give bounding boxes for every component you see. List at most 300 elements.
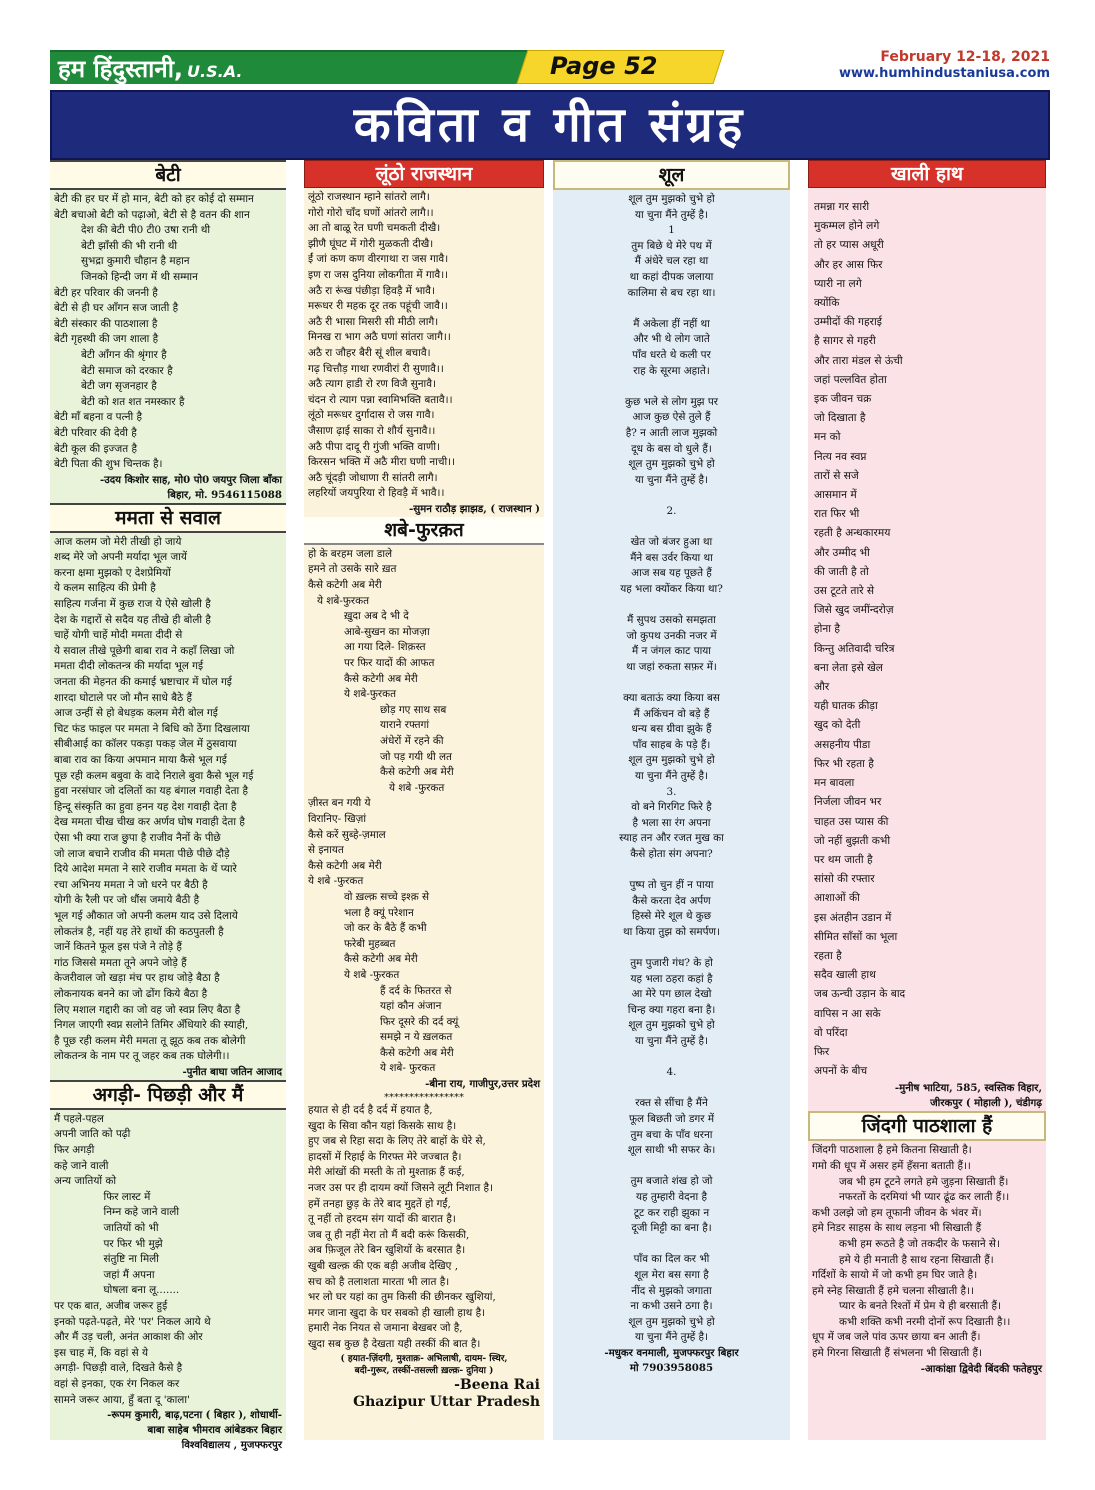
text-line: राह के सूरमा अहाते। (633, 364, 710, 377)
text-line: मन बावला (814, 777, 855, 790)
text-line: देश की बेटी पी0 टी0 उषा रानी थी (81, 224, 211, 237)
text-line: -मुनीष भाटिया, 585, स्वस्तिक विहार, (894, 1082, 1042, 1095)
text-line: शूल साथी भी सफर के। (627, 1144, 716, 1157)
text-line: ये शबे-फुरकत (317, 594, 370, 607)
text-line: साहित्य गर्जना में कुछ राज ये ऐसे खोली है (54, 598, 211, 611)
masthead-name: हम हिंदुस्तानी, (58, 55, 184, 83)
text-line: जहां मैं अपना (103, 1268, 155, 1281)
text-line: आज सब यह पूछते हैं (631, 567, 712, 580)
text-line: बेटी बचाओ बेटी को पढ़ाओ, बेटी से है वतन की शान (54, 208, 250, 221)
text-line: अठै रा रूंख पंछीड़ा हिवड़ै में भावै। (308, 284, 435, 297)
text-line: ज़ीस्त बन गयी ये (308, 797, 371, 810)
text-line: दूजी मिट्टी का बना है। (631, 1222, 712, 1235)
text-line: बेटी पिता की शुभ चिन्तक है। (54, 458, 163, 471)
text-line: जातियों को भी (103, 1222, 159, 1235)
text-line: वो ख़ल्क़ सच्चे इश्क़ से (344, 890, 430, 903)
text-line: हो के बरहम जला डाले (308, 547, 393, 560)
author-mamta (50, 1065, 286, 1080)
text-line: बेटी को शत शत नमस्कार है (81, 395, 185, 408)
text-line: ईं जां कण कण वीरगाथा रा जस गावै। (308, 253, 449, 266)
text-line: प्यार के बनते रिश्तों में प्रेम ये ही बरसाती हैं। (839, 1300, 1001, 1313)
text-line: हयात से ही दर्द है दर्द में हयात है, (308, 1104, 433, 1117)
issue-date: February 12-18, 2021 (880, 49, 1050, 65)
text-line: फिर (814, 1045, 830, 1058)
text-line: आशाओं की (814, 892, 860, 905)
text-line: तमन्ना गर सारी (814, 201, 870, 213)
text-line: किरसन भक्ति में अठै मीरा घणी नाची।। (308, 456, 456, 469)
text-line: बेटी जग सृजनहार है (81, 380, 157, 393)
column-1 (50, 160, 286, 1452)
text-line (557, 488, 786, 504)
text-line: आबे-सुखन का मोजज़ा (344, 625, 430, 638)
text-line (557, 379, 786, 395)
poem-zindagi (808, 1143, 1046, 1361)
text-line: लूंठो राजस्थान म्हाने सांतरो लागै। (308, 191, 430, 203)
text-line: जिनको हिन्दी जग में थी सम्मान (81, 270, 198, 283)
text-line: नित्य नव स्वप्न (814, 450, 867, 463)
spacer (808, 190, 1046, 198)
text-line: ये शबे- फुरकत (380, 1062, 436, 1075)
text-line: शूल तुम मुझको चुभे हो (628, 754, 715, 767)
text-line: -Beena Rai (454, 1376, 540, 1393)
text-line: और हर आस फिर (814, 258, 883, 271)
text-line: सामने जरूर आया, हुँ बता दू 'काला' (54, 1393, 190, 1406)
text-line: फिर भी रहता है (814, 757, 874, 770)
author-zindagi (808, 1362, 1046, 1377)
text-line: अपनी जाति को पढ़ी (54, 1128, 131, 1141)
text-line: लूंठो मरूधर दुर्गादास रो जस गावै। (308, 409, 435, 422)
text-line: आज कुछ ऐसे तुले हैं (632, 411, 711, 424)
text-line: ये शबे -फुरकत (344, 968, 400, 981)
text-line: मैं अंधेरे चल रहा था (634, 255, 709, 268)
text-line: धन्य बस ग्रीवा झुके हैं (631, 723, 712, 736)
author-loonte (304, 502, 544, 517)
text-line: शारदा घोटाले पर जो मौन साधे बैठे हैं (54, 691, 192, 704)
text-line: जो कर के बैठे हैं कभी (344, 922, 427, 935)
text-line: इनको पढ़ते-पढ़ते, मेरे 'पर' निकल आये थे (54, 1315, 211, 1328)
text-line: मो 7903958085 (629, 1361, 714, 1374)
text-line: चंदन रो त्याग पन्ना स्वामिभक्ति बतावै।। (308, 393, 453, 406)
poem-title-shabe: शबे-फुरक़त (304, 517, 544, 545)
text-line: मैं सुपथ उसको समझता (627, 614, 716, 627)
text-line: चिट फंड फाइल पर ममता ने बिधि को ठेंगा दिखलाया (54, 722, 250, 735)
author-shool (553, 1346, 790, 1376)
text-line: जब ऊन्ची उड़ान के बाद (814, 988, 906, 1001)
text-line: जिसे खुद जमींन्दरोज़ (814, 604, 894, 617)
text-line: जो कुपथ उनकी नजर में (626, 629, 717, 642)
text-line: -उदय किशोर साह, मो0 पो0 जयपुर जिला बाँका (99, 473, 282, 486)
text-line: हुए जब से रिहा सदा के लिए तेरे बाहों के घेरे से, (308, 1135, 486, 1148)
text-line: फिर दूसरे की दर्द क्यूं (380, 1015, 459, 1028)
text-line: की जाती है तो (814, 565, 869, 578)
text-line: तुम बचा के पाँव धरना (630, 1128, 713, 1141)
text-line: केजरीवाल जो खड़ा मंच पर हाथ जोड़े बैठा है (54, 972, 220, 985)
text-line: निर्जला जीवन भर (814, 796, 882, 809)
text-line: 2. (666, 504, 677, 517)
text-line: अगड़ी- पिछड़ी वाले, दिखते कैसे है (54, 1362, 183, 1375)
text-line: तो हर प्यास अधूरी (814, 239, 884, 252)
poem-title-khali: खाली हाथ (808, 160, 1046, 188)
author-agdi (50, 1408, 286, 1453)
poem-agdi (50, 1112, 286, 1408)
text-line: कभी हम रूठते है जो तकदीर के फसाने से। (839, 1237, 1000, 1250)
poem-shool (553, 192, 790, 1346)
text-line: भला है क्यूं परेशान (344, 906, 414, 919)
text-line: कभी शक्ति कभी नरमी दोनों रूप दिखाती है।। (839, 1315, 1011, 1328)
text-line: घोषला बना लू....... (103, 1284, 180, 1297)
text-line: पाँव का दिल कर भी (633, 1253, 710, 1266)
text-line: इण रा जस दुनिया लोकगीता में गावै।। (308, 268, 449, 281)
text-line: निगल जाएगी स्वप्न सलोने तिमिर अँधियारे की स्याही, (54, 1019, 249, 1032)
text-line: ये शबे-फुरकत (344, 688, 397, 701)
text-line: शूल तुम मुझको चुभे हो (628, 193, 715, 205)
text-line: तू नहीं तो हरदम संग यादों की बारात है। (308, 1213, 456, 1226)
poem-title-shool: शूल (553, 160, 790, 190)
text-line: बेटी समाज को दरकार है (81, 364, 173, 377)
text-line: जीरकपुर ( मोहाली ), चंडीगढ़ (930, 1097, 1042, 1110)
text-line: चिन्ह क्या गहरा बना है। (627, 1003, 716, 1016)
text-line: जिंदगी पाठशाला है हमे कितना सिखाती है। (812, 1144, 972, 1157)
poem-title-mamta: ममता से सवाल (50, 503, 286, 533)
poem-title-beti: बेटी (50, 160, 286, 190)
text-line: बाबा राव का किया अपमान माया कैसे भूल गई (54, 754, 227, 766)
text-line: या चुना मैंने तुम्हें है। (635, 1035, 708, 1048)
poem-mamta (50, 535, 286, 1065)
text-line: बेटी परिवार की देवी है (54, 426, 137, 439)
website-url[interactable]: www.humhindustaniusa.com (838, 66, 1050, 81)
text-line: निम्न कहे जाने वाली (103, 1206, 180, 1219)
text-line: देश के गद्दारों से सदैव यह तीखे ही बोली है (54, 613, 211, 626)
text-line: उम्मीदों की गहराई (814, 316, 882, 329)
text-line: यही घातक क्रीड़ा (814, 700, 878, 713)
text-line: है सागर से गहरी (814, 335, 876, 348)
text-line: जो दिखाता है (814, 412, 866, 425)
text-line: मरूधर री महक दूर तक पहूंची जावै।। (308, 300, 448, 313)
author-beti (50, 473, 286, 503)
text-line: हमे ये ही मनाती है साथ रहना सिखाती हैं। (839, 1253, 994, 1266)
text-line: अब फ़िजूल तेरे बिन खुशियों के बरसात है। (308, 1244, 466, 1257)
text-line: रात फिर भी (814, 508, 860, 521)
text-line: क्योंकि (814, 297, 840, 310)
text-line: मैं अकिंचन वो बड़े हैं (633, 707, 710, 720)
text-line: दूध के बस वो धुले हैं। (631, 442, 712, 455)
text-line: विश्वविद्यालय , मुजफ्फरपुर (181, 1439, 282, 1452)
text-line: चाहें योगी चाहें मोदी ममता दीदी से (54, 629, 183, 642)
text-line: लोकनायक बनने का जो ढोंग किये बैठा है (54, 987, 208, 1000)
banner-title: कविता व गीत संग्रह (353, 97, 747, 153)
text-line: खुदा सब कुछ है देखता यही तस्कीं की बात है। (308, 1337, 481, 1350)
text-line (557, 863, 786, 879)
text-line: बेटी आँगन की श्रृंगार है (81, 348, 167, 361)
text-line: था किया तुझ को समर्पण। (623, 925, 720, 938)
text-line: रक्त से सींचा है मैंने (635, 1097, 708, 1110)
text-line: पाँव साहब के पड़े हैं। (632, 738, 711, 751)
text-line: है भला सा रंग अपना (632, 816, 711, 829)
text-line: कुछ भले से लोग मुझ पर (625, 395, 718, 408)
text-line: शूल तुम मुझको चुभे हो (628, 458, 715, 471)
text-line: है? न आती लाज मुझको (625, 426, 718, 439)
text-line: शब्द मेरे जो अपनी मर्यादा भूल जायें (54, 551, 187, 564)
text-line: आ तो बाळू रेत घणी चमकती दीखै। (308, 222, 441, 235)
text-line: या चुना मैंने तुम्हें है। (635, 769, 708, 782)
text-line: जो नहीं बुझती कभी (814, 834, 891, 847)
text-line: विरानिए- खिज़ां (308, 812, 367, 825)
masthead-suffix: U.S.A. (187, 62, 243, 81)
text-line: जो पड़ गयी थी लत (380, 750, 452, 763)
poem-title-agdi: अगड़ी- पिछड़ी और मैं (50, 1080, 286, 1110)
text-line: बेटी से ही घर आँगन सज जाती है (54, 302, 179, 315)
text-line: समझे न ये ख़लकत (380, 1031, 453, 1044)
text-line: लहरियों जयपुरिया रो हिवड़ै में भावै।। (308, 487, 445, 500)
poem-beti (50, 192, 286, 473)
text-line: हिस्से मेरे शूल थे कुछ (631, 910, 712, 923)
text-line: कालिमा से बच रहा था। (627, 286, 716, 299)
text-line: ना कभी उसने ठगा है। (630, 1300, 713, 1313)
text-line: था जहां रुकता सफ़र में। (626, 660, 717, 673)
text-line: था कहां दीपक जलाया (629, 270, 714, 283)
text-line: आज उन्हीं से हो बेधड़क कलम मेरी बोल गई (54, 707, 218, 720)
text-line (557, 1159, 786, 1175)
poem-title-loonte: लूंठो राजस्थान (304, 160, 544, 188)
text-line: कैसे कटेगी अब मेरी (380, 1046, 454, 1059)
text-line: यह भला ठहरा कहां है (630, 972, 713, 985)
text-line: हमारी नेक नियत से जमाना बेखबर जो है, (308, 1322, 463, 1335)
text-line: पाँव धरते थे कली पर (632, 348, 711, 361)
text-line: ऐसा भी क्या राज छुपा है राजीव नैनों के पीछे (54, 831, 221, 844)
author-khali (808, 1081, 1046, 1111)
text-line: उस टूटते तारे से (814, 585, 875, 598)
text-line: मुकम्मल होने लगे (814, 220, 880, 233)
section-banner (50, 90, 1050, 160)
text-line: नींद से मुझको जगाता (631, 1284, 712, 1297)
text-line: पर थम जाती है (814, 853, 873, 866)
poem-loonte (304, 190, 544, 502)
text-line: अठै रा जौहर बैरी सूं शील बचावै। (308, 346, 431, 359)
text-line (557, 941, 786, 957)
text-line: बाबा साहेब भीमराव आंबेडकर बिहार (147, 1424, 282, 1437)
text-line: धूप में जब जले पांव ऊपर छाया बन आती हैं। (812, 1331, 981, 1344)
text-line: मैं अकेला हीं नहीं था (633, 317, 710, 330)
text-line: यहां कौन अंजान (380, 1000, 442, 1013)
text-line: गढ़ चित्तौड़ गाथा रणवीरां री सुणावै।। (308, 362, 444, 375)
text-line: इस चाह में, कि वहां से ये (54, 1346, 148, 1359)
text-line: बना लेता इसे खेल (814, 661, 883, 674)
text-line: आसमान में (814, 489, 857, 502)
text-line: मन को (814, 431, 841, 444)
text-line: है पूछ रही कलम मेरी ममता तू झूठ कब तक बोलेगी (54, 1034, 246, 1047)
text-line: ये शबे -फुरकत (308, 875, 364, 888)
poem-hayat (304, 1103, 544, 1353)
text-line: कैसे कटेगी अब मेरी (308, 859, 382, 872)
text-line: से इनायत (308, 844, 344, 857)
text-line: जो लाज बचाने राजीव की ममता पीछे पीछे दौड़े (54, 847, 230, 860)
text-line: वहां से इनका, एक रंग निकल कर (54, 1377, 180, 1390)
text-line: हिन्दू संस्कृति का हुवा हनन यह देश गवाही देता है (54, 800, 237, 813)
text-line: या चुना मैंने तुम्हें है। (635, 473, 708, 486)
text-line: 3. (666, 785, 677, 798)
text-line: कभी उलझे जो हम तूफानी जीवन के भंवर में। (812, 1206, 982, 1219)
text-line: और भी थे लोग जाते (633, 333, 710, 346)
text-line: मगर जाना खुदा के घर सबको ही खाली हाथ है। (308, 1306, 486, 1319)
text-line: इस अंतहीन उडान में (814, 911, 892, 924)
text-line: जनता की मेहनत की कमाई भ्रष्टाचार में घोल गई (54, 676, 232, 689)
text-line: ये कलम साहित्य की प्रेमी है (54, 582, 156, 595)
text-line: अंधेरों में रहने की (380, 735, 444, 747)
text-line: स्याह तन और रजत मुख का (619, 832, 724, 845)
text-line: तारों से सजे (814, 469, 859, 482)
text-line: हादसों में रिहाई के गिरफ्त मेरे जज्बात है। (308, 1150, 462, 1163)
page-number: Page 52 (550, 52, 658, 80)
text-line: या चुना मैंने तुम्हें है। (635, 208, 708, 221)
text-line: कैसे कटेगी अब मेरी (344, 953, 418, 966)
column-4 (808, 160, 1046, 1440)
text-line: कैसे करें सुब्हे-ज़माल (308, 828, 386, 841)
text-line: गोरो गोरो चाँद घणों आंतरो लागै।। (308, 206, 434, 219)
text-line: अपनों के बीच (814, 1065, 868, 1078)
text-line: बेटी संस्कार की पाठशाला है (54, 317, 158, 330)
text-line: यह भला क्योंकर किया था? (620, 582, 723, 595)
text-line: -सुमन राठौड़ झाझड, ( राजस्थान ) (408, 502, 540, 515)
text-line: लोकतन्त्र के नाम पर तू जहर कब तक घोलेगी।। (54, 1050, 230, 1063)
text-line: खुबी खल्क़ की एक बड़ी अजीब देखिए , (308, 1260, 459, 1272)
text-line: मिनख रा भाग अठै घणां सांतरा जागै।। (308, 331, 451, 344)
text-line: पूछ रही कलम बबुवा के वादे निराले बुवा कैसे भूल गई (54, 769, 254, 782)
text-line: खुद को देती (814, 719, 861, 732)
text-line: संतुष्टि ना मिली (103, 1253, 159, 1266)
text-line: आ मेरे पग छाल देखो (631, 988, 712, 1001)
text-line: देख ममता चीख चीख कर अर्णव घोष गवाही देता है (54, 816, 245, 829)
text-line: योगी के रैली पर जो धौंस जमाये बैठी है (54, 894, 200, 907)
text-line: नजर उस पर ही दायम क्यों जिसने लूटी निशात है। (308, 1182, 494, 1195)
text-line: 4. (666, 1066, 677, 1079)
text-line: हमे गिरना सिखाती हैं संभलना भी सिखाती हैं। (812, 1347, 982, 1360)
text-line: क्या बताऊं क्या किया बस (623, 692, 720, 704)
text-line: पर फिर यादों की आफत (344, 657, 435, 670)
text-line: झीणै घूंघट में गोरी मुळकती दीखै। (308, 237, 434, 250)
poem-title-zindagi: जिंदगी पाठशाला हैं (808, 1111, 1046, 1141)
author-shabe (304, 1077, 544, 1092)
text-line: कहे जाने वाली (54, 1159, 109, 1172)
text-line: नफरतों के दरमियां भी प्यार ढूंढ कर लाती हैं।। (839, 1191, 1010, 1204)
text-line (557, 597, 786, 613)
text-line: और (814, 681, 830, 694)
text-line: ये शबे -फुरकत (389, 781, 445, 794)
text-line: -आकांक्षा द्विवेदी बिंदकी फतेहपुर (920, 1362, 1042, 1375)
column-3 (553, 160, 790, 1440)
text-line: बेटी हर परिवार की जननी है (54, 286, 158, 299)
text-line: अठै त्याग हाडी रो रण विजै सुनावै। (308, 378, 436, 391)
text-line (557, 519, 786, 535)
text-line: मैं न जंगल काट पाया (631, 645, 711, 658)
text-line: खेत जो बंजर हुआ था (630, 536, 713, 549)
text-line: वो बने गिरगिट फिरे है (631, 801, 712, 814)
text-line: कैसे कटेगी अब मेरी (308, 579, 382, 592)
poem-khali (808, 198, 1046, 1081)
text-line: टूट कर राही झुका न (633, 1206, 710, 1219)
text-line: भर लो घर यहां का तुम किसी की छीनकर खुशियां, (308, 1291, 496, 1304)
text-line: असहनीय पीडा (814, 738, 871, 751)
text-line: लोकतंत्र है, नहीं यह तेरे हाथों की कठपुतली है (54, 925, 224, 938)
text-line: रहता है (814, 949, 842, 962)
text-line: जब भी हम टूटने लगते हमे जुड़ना सिखाती हैं। (839, 1175, 1009, 1188)
text-line: मेरी आंखों की मस्ती के तो मुश्ताक़ हैं कई, (308, 1166, 465, 1179)
text-line: करना क्षमा मुझको ए देशप्रेमियों (54, 566, 171, 579)
text-line: खुदा के सिवा कौन यहां किसके साथ है। (308, 1119, 457, 1132)
text-line: लिए मशाल गद्दारी का जो वह जो स्वप्न लिए बैठा है (54, 1003, 241, 1016)
text-line: अन्य जातियों को (54, 1175, 117, 1188)
text-line: तुम बिछे थे मेरे पथ में (631, 239, 712, 252)
text-line: वापिस न आ सके (814, 1007, 881, 1020)
text-line: आ गया दिले- शिक़स्त (344, 641, 426, 654)
text-line: याराने रफ्तगां (380, 719, 430, 732)
text-line: रहती है अन्धकारमय (814, 527, 891, 540)
text-line: मैं पहले-पहल (54, 1112, 104, 1125)
text-line (557, 301, 786, 317)
text-line: बेटी कूल की इज्जत है (54, 442, 137, 455)
text-line: हमने तो उसके सारे ख़त (308, 563, 397, 576)
text-line: होना है (814, 623, 840, 636)
text-line: तुम पुजारी गंध? के हो (630, 957, 713, 970)
text-line: कैसे करता देव अर्पण (632, 894, 711, 907)
text-line: वो परिंदा (814, 1026, 848, 1039)
text-line: जैसाण ढ़ाई साका रो शौर्य सुनावै।। (308, 424, 436, 437)
text-line: -पुनीत बाघा जतिन आजाद (182, 1065, 282, 1078)
text-line: हमें तनहा छुड़ के तेरे बाद मुद्दतें हो गईं, (308, 1197, 451, 1210)
text-line (557, 675, 786, 691)
section-separator: **************** (384, 1092, 464, 1104)
text-line: फिर अगड़ी (54, 1144, 95, 1157)
text-line (557, 1081, 786, 1097)
masthead-title (58, 52, 242, 85)
text-line: जब तू ही नहीं मेरा तो मैं बदी करूं किसकी, (308, 1228, 470, 1241)
text-line: रचा अभिनय ममता ने जो धरने पर बैठी है (54, 878, 208, 891)
text-line: आज कलम जो मेरी तीखी हो जाये (54, 535, 182, 548)
text-line: गमो की धूप में असर हमें हँसना बताती हैं।। (812, 1159, 971, 1172)
author-english (304, 1377, 544, 1411)
text-line: अठै री भासा मिसरी सी मीठी लागै। (308, 315, 439, 328)
text-line: बदी-गुरूर, तस्कीं-तसल्ली ख़ल्क़- दुनिया ) (354, 1365, 494, 1376)
glossary-note (304, 1353, 544, 1377)
text-line: प्यारी ना लगे (814, 277, 862, 290)
text-line: इक जीवन चक्र (814, 393, 872, 406)
text-line (557, 1050, 786, 1066)
text-line: सदैव खाली हाथ (814, 969, 876, 982)
page-header (50, 50, 1050, 86)
text-line: कैसे कटेगी अब मेरी (344, 672, 418, 685)
text-line: फिर लास्ट में (103, 1190, 151, 1203)
text-line: भूल गई औकात जो अपनी कलम याद उसे दिलाये (54, 909, 238, 922)
text-line: 1 (668, 224, 675, 237)
text-line: और तारा मंडल से ऊंची (814, 354, 903, 367)
text-line: हमे स्नेह सिखाती हैं हमे चलना सीखाती है।। (812, 1284, 974, 1297)
text-line: बिहार, मो. 9546115088 (167, 488, 282, 501)
text-line: और मैं उड़ चली, अनंत आकाश की ओर (54, 1331, 203, 1344)
text-line: अठै चूंदड़ी जोधाणा री सांतरी लागै। (308, 471, 438, 484)
text-line: फरेबी मुहब्बत (344, 937, 396, 950)
text-line: शूल तुम मुझको चुभे हो (628, 1019, 715, 1032)
text-line (557, 1237, 786, 1253)
text-line: शूल तुम मुझको चुभे हो (628, 1315, 715, 1328)
text-line: शूल मेरा बस सगा है (634, 1268, 709, 1281)
text-line: सांसो की रफ्तार (814, 873, 875, 886)
text-line: Ghazipur Uttar Pradesh (353, 1393, 540, 1410)
text-line: ममता दीदी लोकतन्त्र की मर्यादा भूल गई (54, 660, 204, 673)
text-line: फूल बिछती जो डगर में (628, 1113, 715, 1126)
text-line: -बीना राय, गाजीपुर,उत्तर प्रदेश (425, 1078, 540, 1091)
text-line: कैसे होता संग अपना? (630, 847, 713, 860)
text-line: बेटी गृहस्थी की जग शाला है (54, 333, 159, 346)
text-line: पर एक बात, अजीब जरूर हुई (54, 1300, 168, 1312)
